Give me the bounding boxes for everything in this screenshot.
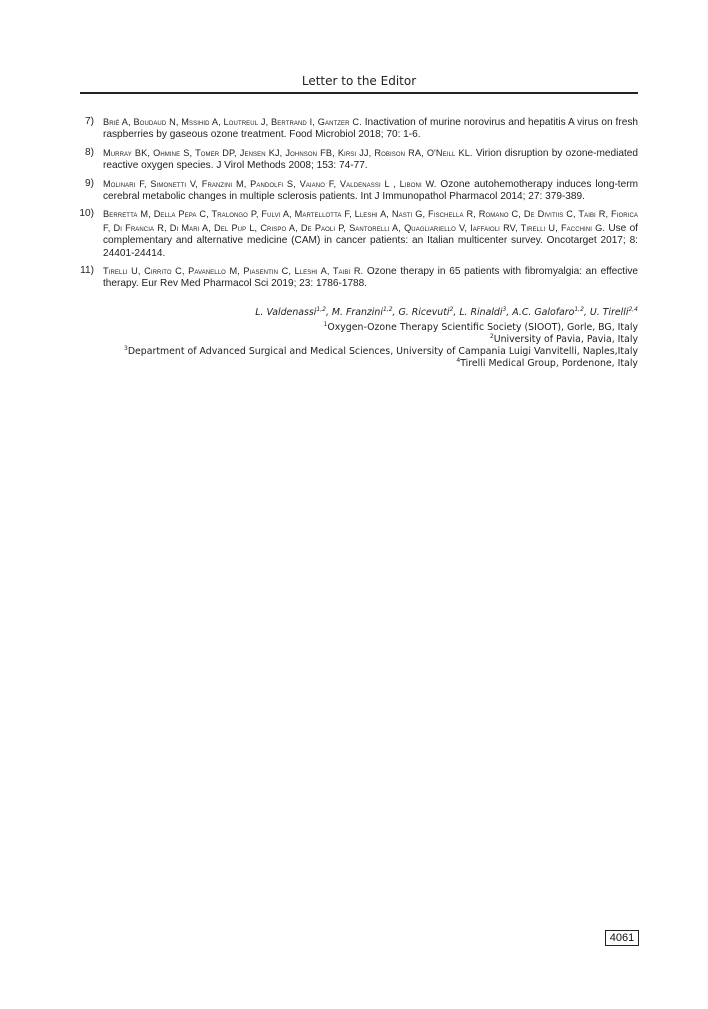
signature-author bbox=[255, 307, 332, 318]
signature-author bbox=[332, 307, 399, 318]
signature-author-affil: 2 bbox=[449, 305, 454, 313]
reference-text: Ozone autohemotherapy induces long-term cerebral metabolic changes in multiple sclerosis patients. Int J Immunopathol Pharmacol 2014; 27: 379-389. bbox=[103, 178, 638, 203]
reference-item bbox=[80, 147, 638, 173]
affiliation-text: University of Pavia, Pavia, Italy bbox=[493, 334, 638, 345]
signature-author-affil: 1,2 bbox=[574, 305, 584, 313]
signature-author-name: L. Valdenassi bbox=[255, 307, 317, 318]
affiliation-text: Department of Advanced Surgical and Medical Sciences, University of Campania Luigi Vanvitelli, Naples,Italy bbox=[127, 346, 638, 357]
signature-author bbox=[512, 307, 590, 318]
reference-number: 7) bbox=[85, 116, 94, 127]
reference-authors: Berretta M, Della Pepa C, Tralongo P, Fulvi A, Martellotta F, Lleshi A, Nasti G, Fischella R, Romano C, De Divitiis C, Taibi R, Fiorica F, Di Francia R, Di Mari A, Del Pup L, Crispo A, De Paoli P, Santorelli A, Quagliariello V, Iaffaioli RV, Tirelli U, Facchini G. bbox=[103, 209, 638, 233]
signature-author bbox=[459, 307, 512, 318]
affiliation-number: 1 bbox=[323, 320, 328, 328]
signature-separator: , bbox=[325, 307, 332, 318]
affiliation bbox=[80, 346, 638, 358]
reference-number: 8) bbox=[85, 146, 94, 158]
reference-item bbox=[80, 116, 638, 142]
reference-authors: Brié A, Boudaud N, Mssihid A, Loutreul J, Bertrand I, Gantzer C. bbox=[103, 117, 362, 127]
reference-authors: Molinari F, Simonetti V, Franzini M, Pandolfi S, Vaiano F, Valdenassi L , Liboni W. bbox=[103, 178, 437, 189]
affiliation bbox=[80, 358, 638, 370]
reference-text: Inactivation of murine norovirus and hepatitis A virus on fresh raspberries by gaseous ozone treatment. Food Microbiol 2018; 70: 1-6. bbox=[103, 117, 638, 141]
affiliation-text: Oxygen-Ozone Therapy Scientific Society (SIOOT), Gorle, BG, Italy bbox=[327, 322, 638, 333]
affiliation-list bbox=[80, 322, 638, 370]
affiliation bbox=[80, 334, 638, 346]
reference-authors: Tirelli U, Cirrito C, Pavanello M, Piasentin C, Lleshi A, Taibi R. bbox=[103, 266, 364, 277]
signature-separator: , bbox=[453, 307, 460, 318]
signature-separator: , bbox=[392, 307, 399, 318]
affiliation bbox=[80, 322, 638, 334]
header-rule bbox=[80, 92, 638, 94]
signature-author bbox=[590, 307, 638, 318]
signature-author-name: G. Ricevuti bbox=[398, 307, 450, 318]
reference-item bbox=[80, 265, 638, 291]
author-signature bbox=[80, 307, 638, 318]
signature-author-name: U. Tirelli bbox=[589, 307, 629, 318]
signature-author-affil: 1,2 bbox=[382, 305, 393, 313]
affiliation-number: 4 bbox=[456, 356, 461, 364]
reference-list bbox=[80, 116, 638, 296]
reference-number: 10) bbox=[79, 208, 94, 220]
reference-item bbox=[80, 178, 638, 204]
signature-separator: , bbox=[583, 307, 590, 318]
signature-author bbox=[398, 307, 459, 318]
signature-author-name: L. Rinaldi bbox=[459, 307, 503, 318]
affiliation-number: 3 bbox=[123, 344, 128, 352]
signature-author-name: M. Franzini bbox=[331, 307, 383, 318]
reference-item bbox=[80, 208, 638, 260]
reference-number: 9) bbox=[85, 177, 94, 189]
reference-text: Use of complementary and alternative medicine (CAM) in cancer patients: an Italian multicenter survey. Oncotarget 2017; 8: 24401-24414. bbox=[103, 222, 638, 259]
affiliation-text: Tirelli Medical Group, Pordenone, Italy bbox=[460, 358, 638, 369]
affiliation-number: 2 bbox=[489, 332, 494, 340]
page-number: 4061 bbox=[605, 930, 639, 946]
signature-author-affil: 3 bbox=[502, 305, 507, 313]
signature-author-affil: 1,2 bbox=[316, 305, 326, 313]
signature-author-affil: 2,4 bbox=[628, 305, 638, 313]
reference-number: 11) bbox=[80, 265, 94, 277]
reference-text: Ozone therapy in 65 patients with fibromyalgia: an effective therapy. Eur Rev Med Pharmacol Sci 2019; 23: 1786-1788. bbox=[103, 266, 638, 290]
reference-text: Virion disruption by ozone-mediated reactive oxygen species. J Virol Methods 2008; 153: 74-77. bbox=[103, 147, 638, 172]
running-head: Letter to the Editor bbox=[301, 74, 417, 88]
signature-author-name: A.C. Galofaro bbox=[512, 307, 575, 318]
reference-authors: Murray BK, Ohmine S, Tomer DP, Jensen KJ, Johnson FB, Kirsi JJ, Robison RA, O'Neill KL. bbox=[103, 147, 473, 158]
signature-separator: , bbox=[506, 307, 513, 318]
